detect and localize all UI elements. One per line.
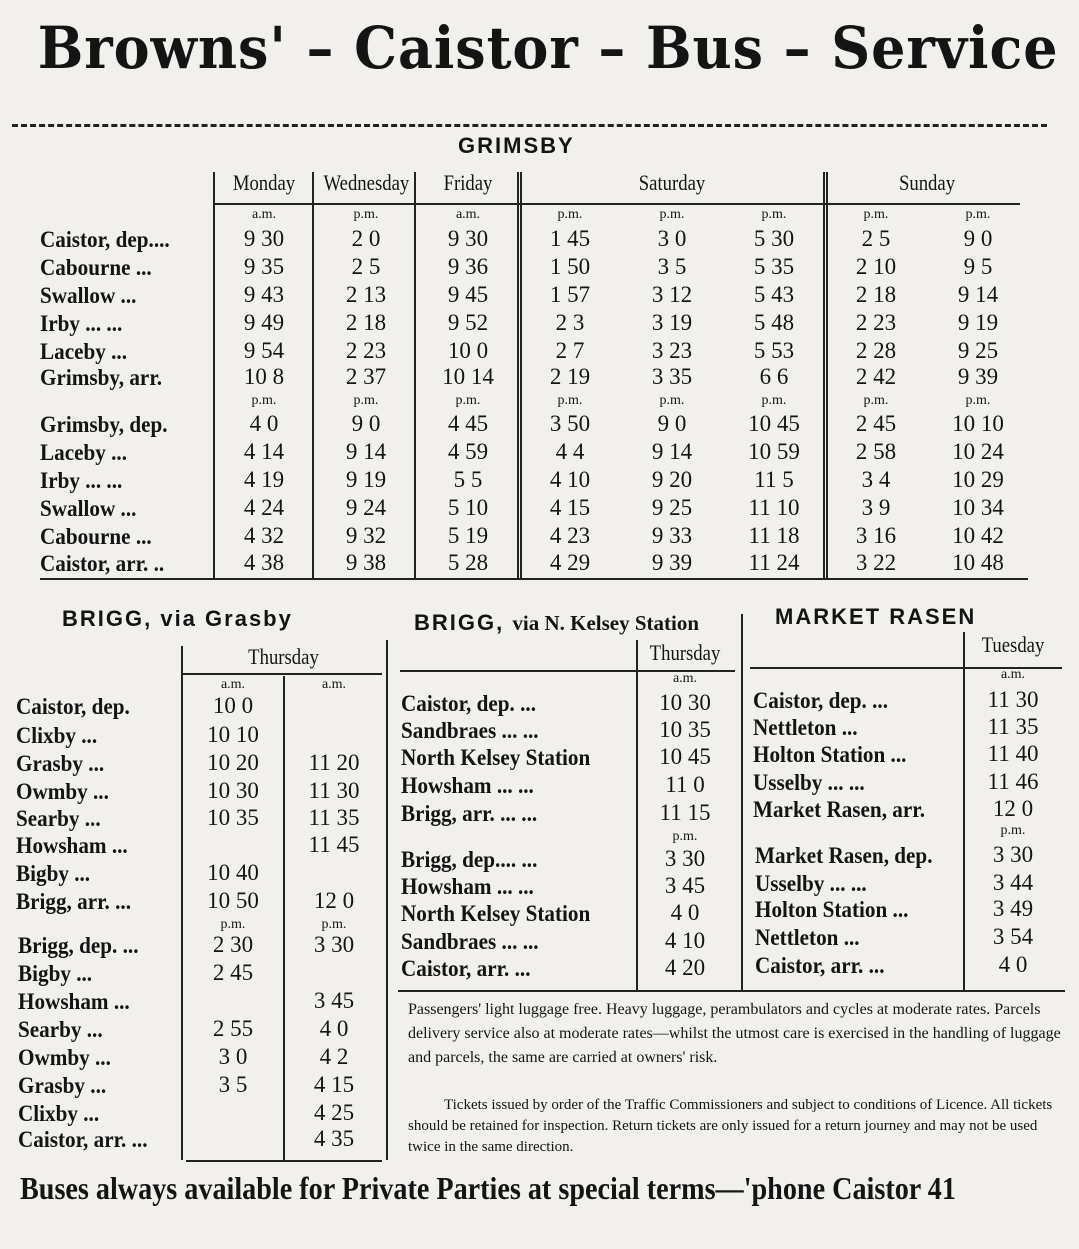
departure-time: 9 25: [651, 495, 693, 520]
departure-time: 9 35: [243, 254, 285, 279]
departure-time: 3 45: [313, 988, 355, 1013]
stop-name: Holton Station ...: [755, 897, 909, 922]
stop-name: Caistor, dep. ...: [401, 691, 537, 716]
departure-time: 4 23: [549, 523, 591, 548]
departure-time: 4 10: [664, 928, 706, 953]
departure-time: 3 23: [651, 338, 693, 363]
stop-name: Searby ...: [18, 1017, 103, 1042]
period-label: p.m.: [1000, 823, 1026, 838]
departure-time: 5 10: [447, 495, 489, 520]
market-rasen-heading: MARKET RASEN: [775, 604, 977, 629]
departure-time: 10 40: [207, 860, 259, 885]
departure-time: 2 58: [855, 439, 897, 464]
period-label: a.m.: [220, 677, 246, 692]
departure-time: 11 30: [308, 778, 360, 803]
departure-time: 3 0: [657, 226, 687, 251]
column-rule: [741, 614, 743, 990]
departure-time: 10 10: [207, 722, 259, 747]
departure-time: 11 18: [748, 523, 800, 548]
departure-time: 11 10: [748, 495, 800, 520]
stop-name: Usselby ... ...: [753, 770, 865, 795]
departure-time: 9 5: [963, 254, 993, 279]
departure-time: 9 32: [345, 523, 387, 548]
stop-name: Howsham ...: [18, 989, 130, 1014]
stop-name: Caistor, arr. ..: [40, 551, 165, 576]
departure-time: 5 30: [753, 226, 795, 251]
departure-time: 2 55: [212, 1016, 254, 1041]
departure-time: 3 4: [861, 467, 891, 492]
departure-time: 4 2: [319, 1044, 349, 1069]
day-header-rule: [214, 203, 1020, 205]
period-label: p.m.: [557, 393, 583, 408]
stop-name: Usselby ... ...: [755, 871, 867, 896]
period-label: p.m.: [659, 393, 685, 408]
departure-time: 10 14: [442, 364, 494, 389]
departure-time: 5 28: [447, 550, 489, 575]
brigg-grasby-heading: BRIGG, via Grasby: [62, 606, 293, 631]
departure-time: 9 19: [345, 467, 387, 492]
title-divider: [12, 124, 1047, 127]
departure-time: 10 10: [952, 411, 1004, 436]
departure-time: 5 43: [753, 282, 795, 307]
departure-time: 4 15: [549, 495, 591, 520]
brigg-kelsey-heading: [414, 610, 699, 636]
notes-top-rule: [398, 990, 1065, 992]
departure-time: 4 4: [555, 439, 585, 464]
stop-name: Owmby ...: [18, 1045, 111, 1070]
departure-time: 3 5: [218, 1072, 248, 1097]
departure-time: 4 19: [243, 467, 285, 492]
stop-name: Grimsby, dep.: [40, 412, 168, 437]
departure-time: 3 30: [313, 932, 355, 957]
stop-name: North Kelsey Station: [401, 901, 591, 926]
departure-time: 4 10: [549, 467, 591, 492]
departure-time: 10 45: [748, 411, 800, 436]
departure-time: 1 57: [549, 282, 591, 307]
departure-time: 9 43: [243, 282, 285, 307]
departure-time: 2 28: [855, 338, 897, 363]
stop-name: Swallow ...: [40, 283, 137, 308]
departure-time: 4 0: [249, 411, 279, 436]
departure-time: 9 54: [243, 338, 285, 363]
tickets-note: Tickets issued by order of the Traffic Commissioners and subject to conditions of Licence. All tickets should be retained for inspection. Return tickets are only issued for a return journey and may not be used twice in the same direction.: [408, 1097, 1053, 1155]
stop-name: Clixby ...: [16, 723, 98, 748]
departure-time: 3 54: [992, 924, 1034, 949]
departure-time: 9 14: [957, 282, 999, 307]
stop-name: Clixby ...: [18, 1101, 100, 1126]
departure-time: 3 30: [664, 846, 706, 871]
departure-time: 4 24: [243, 495, 285, 520]
departure-time: 9 33: [651, 523, 693, 548]
departure-time: 12 0: [313, 888, 355, 913]
departure-time: 3 35: [651, 364, 693, 389]
luggage-note: Passengers' light luggage free. Heavy luggage, perambulators and cycles at moderate rates. Parcels delivery service also at moderate rates—whilst the utmost care is exercised in the handling of luggage and parcels, the same are carried at owners' risk.: [408, 1001, 1061, 1066]
departure-time: 2 10: [855, 254, 897, 279]
departure-time: 4 59: [447, 439, 489, 464]
period-label: p.m.: [672, 829, 698, 844]
departure-time: 3 30: [992, 842, 1034, 867]
period-label: p.m.: [965, 393, 991, 408]
stop-name: Caistor, arr. ...: [755, 953, 885, 978]
period-label: a.m.: [1000, 667, 1026, 682]
stop-name: Owmby ...: [16, 779, 109, 804]
grimsby-bottom-rule: [40, 578, 1028, 580]
departure-time: 2 0: [351, 226, 381, 251]
departure-time: 1 50: [549, 254, 591, 279]
departure-time: 1 45: [549, 226, 591, 251]
departure-time: 2 5: [861, 226, 891, 251]
departure-time: 4 14: [243, 439, 285, 464]
day-header-rule: [183, 673, 382, 675]
stop-name: Brigg, dep.... ...: [401, 847, 538, 872]
period-label: a.m.: [321, 677, 347, 692]
day-header: Sunday: [898, 170, 956, 195]
stop-name: Market Rasen, arr.: [753, 797, 925, 822]
departure-time: 10 30: [207, 778, 259, 803]
departure-time: 4 38: [243, 550, 285, 575]
departure-time: 12 0: [992, 796, 1034, 821]
stop-name: Laceby ...: [40, 440, 127, 465]
departure-time: 9 14: [345, 439, 387, 464]
departure-time: 3 16: [855, 523, 897, 548]
period-label: p.m.: [220, 917, 246, 932]
departure-time: 9 45: [447, 282, 489, 307]
departure-time: 10 24: [952, 439, 1004, 464]
period-label: p.m.: [251, 393, 277, 408]
footer-private-parties: Buses always available for Private Parties at special terms—'phone Caistor 41: [20, 1170, 956, 1206]
stop-name: Sandbraes ... ...: [401, 718, 539, 743]
stop-name: Grimsby, arr.: [40, 365, 163, 390]
departure-time: 9 19: [957, 310, 999, 335]
stop-name: Cabourne ...: [40, 524, 152, 549]
departure-time: 10 20: [207, 750, 259, 775]
departure-time: 9 30: [243, 226, 285, 251]
departure-time: 9 25: [957, 338, 999, 363]
departure-time: 11 35: [987, 714, 1039, 739]
stop-name: Irby ... ...: [40, 468, 123, 493]
day-header: Thursday: [248, 644, 319, 669]
departure-time: 10 8: [243, 364, 285, 389]
departure-time: 11 30: [987, 687, 1039, 712]
stop-name: Howsham ... ...: [401, 773, 534, 798]
departure-time: 3 9: [861, 495, 891, 520]
period-label: p.m.: [557, 207, 583, 222]
departure-time: 4 0: [670, 900, 700, 925]
departure-time: 4 35: [313, 1126, 355, 1151]
departure-time: 2 45: [212, 960, 254, 985]
period-label: a.m.: [251, 207, 277, 222]
stop-name: Howsham ...: [16, 833, 128, 858]
departure-time: 2 18: [345, 310, 387, 335]
period-label: p.m.: [353, 207, 379, 222]
stop-name: Caistor, dep. ...: [753, 688, 889, 713]
departure-time: 3 49: [992, 896, 1034, 921]
period-label: a.m.: [672, 671, 698, 686]
stop-name: Caistor, arr. ...: [401, 956, 531, 981]
departure-time: 2 3: [555, 310, 585, 335]
stop-name: Howsham ... ...: [401, 874, 534, 899]
departure-time: 9 52: [447, 310, 489, 335]
period-label: p.m.: [863, 393, 889, 408]
departure-time: 4 32: [243, 523, 285, 548]
period-label: p.m.: [321, 917, 347, 932]
stop-name: Irby ... ...: [40, 311, 123, 336]
stop-name: Holton Station ...: [753, 742, 907, 767]
stop-name: Grasby ...: [16, 751, 105, 776]
departure-time: 10 35: [659, 717, 711, 742]
departure-time: 10 29: [952, 467, 1004, 492]
departure-time: 11 45: [308, 832, 360, 857]
stop-name: Brigg, arr. ...: [16, 889, 131, 914]
departure-time: 6 6: [759, 364, 789, 389]
period-label: p.m.: [965, 207, 991, 222]
period-label: a.m.: [455, 207, 481, 222]
stop-name: Nettleton ...: [753, 715, 858, 740]
departure-time: 4 25: [313, 1100, 355, 1125]
stop-name: North Kelsey Station: [401, 745, 591, 770]
departure-time: 2 30: [212, 932, 254, 957]
departure-time: 11 0: [665, 772, 705, 797]
departure-time: 4 15: [313, 1072, 355, 1097]
stop-name: Caistor, arr. ...: [18, 1127, 148, 1152]
departure-time: 5 19: [447, 523, 489, 548]
stop-name: Searby ...: [16, 806, 101, 831]
departure-time: 9 49: [243, 310, 285, 335]
departure-time: 10 59: [748, 439, 800, 464]
day-header: Tuesday: [981, 632, 1045, 657]
stop-name: Caistor, dep.: [16, 694, 130, 719]
stop-name: Cabourne ...: [40, 255, 152, 280]
brigg-kelsey-heading-sub: via N. Kelsey Station: [512, 611, 700, 635]
departure-time: 9 0: [351, 411, 381, 436]
day-header: Monday: [232, 170, 296, 195]
departure-time: 9 20: [651, 467, 693, 492]
departure-time: 9 0: [963, 226, 993, 251]
departure-time: 10 35: [207, 805, 259, 830]
departure-time: 9 39: [651, 550, 693, 575]
departure-time: 10 48: [952, 550, 1004, 575]
departure-time: 2 45: [855, 411, 897, 436]
departure-time: 10 45: [659, 744, 711, 769]
departure-time: 3 50: [549, 411, 591, 436]
departure-time: 2 5: [351, 254, 381, 279]
departure-time: 5 48: [753, 310, 795, 335]
departure-time: 2 23: [345, 338, 387, 363]
day-header: Friday: [443, 170, 493, 195]
departure-time: 2 23: [855, 310, 897, 335]
departure-time: 3 19: [651, 310, 693, 335]
departure-time: 10 42: [952, 523, 1004, 548]
departure-time: 3 44: [992, 870, 1034, 895]
page-title: Browns' – Caistor – Bus – Service: [37, 14, 1059, 82]
departure-time: 10 0: [212, 693, 254, 718]
departure-time: 10 30: [659, 690, 711, 715]
departure-time: 2 37: [345, 364, 387, 389]
period-label: p.m.: [455, 393, 481, 408]
departure-time: 3 45: [664, 873, 706, 898]
departure-time: 9 38: [345, 550, 387, 575]
departure-time: 4 20: [664, 955, 706, 980]
departure-time: 11 40: [987, 741, 1039, 766]
stop-name: Swallow ...: [40, 496, 137, 521]
stop-name: Bigby ...: [18, 961, 93, 986]
departure-time: 3 0: [218, 1044, 248, 1069]
departure-time: 4 0: [319, 1016, 349, 1041]
departure-time: 9 36: [447, 254, 489, 279]
departure-time: 11 35: [308, 805, 360, 830]
departure-time: 5 35: [753, 254, 795, 279]
departure-time: 3 5: [657, 254, 687, 279]
departure-time: 3 22: [855, 550, 897, 575]
departure-time: 9 24: [345, 495, 387, 520]
departure-time: 9 0: [657, 411, 687, 436]
departure-time: 3 12: [651, 282, 693, 307]
day-header: Wednesday: [323, 170, 410, 195]
period-label: p.m.: [659, 207, 685, 222]
departure-time: 11 15: [659, 800, 711, 825]
departure-time: 11 20: [308, 750, 360, 775]
stop-name: Grasby ...: [18, 1073, 107, 1098]
departure-time: 5 53: [753, 338, 795, 363]
period-label: p.m.: [863, 207, 889, 222]
departure-time: 2 7: [555, 338, 585, 363]
stop-name: Brigg, arr. ... ...: [401, 801, 538, 826]
departure-time: 10 50: [207, 888, 259, 913]
stop-name: Brigg, dep. ...: [18, 933, 139, 958]
departure-time: 2 42: [855, 364, 897, 389]
departure-time: 4 29: [549, 550, 591, 575]
departure-time: 2 19: [549, 364, 591, 389]
stop-name: Nettleton ...: [755, 925, 860, 950]
departure-time: 5 5: [453, 467, 483, 492]
table-bottom-rule: [186, 1160, 382, 1162]
departure-time: 9 30: [447, 226, 489, 251]
grimsby-heading: GRIMSBY: [458, 133, 575, 158]
day-header: Saturday: [638, 170, 706, 195]
departure-time: 4 0: [998, 952, 1028, 977]
departure-time: 4 45: [447, 411, 489, 436]
departure-time: 11 5: [754, 467, 794, 492]
departure-time: 10 0: [447, 338, 489, 363]
stop-name: Caistor, dep....: [40, 227, 170, 252]
period-label: p.m.: [761, 207, 787, 222]
departure-time: 11 24: [748, 550, 800, 575]
departure-time: 2 18: [855, 282, 897, 307]
stop-name: Sandbraes ... ...: [401, 929, 539, 954]
departure-time: 2 13: [345, 282, 387, 307]
period-label: p.m.: [761, 393, 787, 408]
stop-name: Bigby ...: [16, 861, 91, 886]
stop-name: Laceby ...: [40, 339, 127, 364]
day-header: Thursday: [649, 640, 721, 665]
brigg-kelsey-heading-main: BRIGG,: [414, 610, 505, 635]
stop-name: Market Rasen, dep.: [755, 843, 933, 868]
departure-time: 9 39: [957, 364, 999, 389]
departure-time: 10 34: [952, 495, 1004, 520]
departure-time: 11 46: [987, 769, 1039, 794]
column-rule: [386, 640, 388, 1160]
departure-time: 9 14: [651, 439, 693, 464]
period-label: p.m.: [353, 393, 379, 408]
